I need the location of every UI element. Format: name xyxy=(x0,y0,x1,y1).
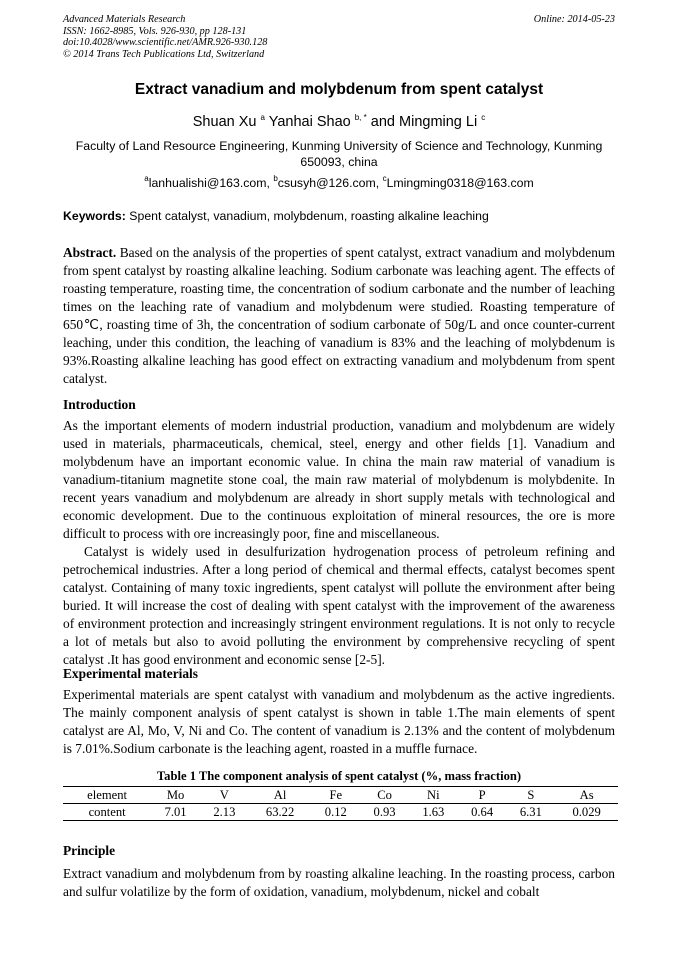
intro-paragraph-2: Catalyst is widely used in desulfurization hydrogenation process of petroleum refining and petrochemical industries. After a long period of chemical and thermal effects, catalyst becomes spent catalyst. Containing of many toxic ingredients, spent catalyst will pollute the environment after being buried. It will increase the cost of dealing with spent catalyst with the improvement of the awareness of environment protection and increasingly stringent environment regulations. It is not only to recycle a lot of metals but also to avoid polluting the environment by comprehensive recycling of spent catalyst .It has good environment and economic sense [2-5]. xyxy=(63,544,615,667)
email-sup: b xyxy=(273,174,278,183)
principle-paragraph: Extract vanadium and molybdenum from by roasting alkaline leaching. In the roasting process, carbon and sulfur volatilize by the form of oxidation, vanadium, molybdenum, nickel and cobalt xyxy=(63,866,615,899)
table-header-cell: As xyxy=(555,787,618,804)
doi-line: doi:10.4028/www.scientific.net/AMR.926-930.128 xyxy=(63,37,268,48)
table-header-cell: V xyxy=(200,787,249,804)
table-header-cell: S xyxy=(506,787,555,804)
paper-title: Extract vanadium and molybdenum from spent catalyst xyxy=(134,81,544,98)
running-header xyxy=(63,14,615,60)
table-row xyxy=(63,804,618,821)
table-cell: 6.31 xyxy=(506,804,555,821)
table-header-row xyxy=(63,787,618,804)
keywords-label: Keywords: xyxy=(63,209,126,223)
table-cell: 0.12 xyxy=(311,804,360,821)
author-name: Yanhai Shao xyxy=(268,114,351,130)
author-joiner: and xyxy=(370,114,395,130)
journal-name: Advanced Materials Research xyxy=(63,14,186,25)
table-cell: 1.63 xyxy=(409,804,458,821)
materials-paragraph: Experimental materials are spent catalyst with vanadium and molybdenum as the active ingredients. The mainly component analysis of spent catalyst is shown in table 1.The main elements of spent catalyst are Al, Mo, V, Ni and Co. The content of vanadium is 2.13% and the content of molybdenum is 7.01%.Sodium carbonate is the leaching agent, roasted in a muffle furnace. xyxy=(63,687,615,756)
table-cell: 0.93 xyxy=(360,804,409,821)
affiliation: Faculty of Land Resource Engineering, Kunming University of Science and Technology, Kunming 650093, china xyxy=(75,139,603,169)
author-sup: c xyxy=(481,113,486,122)
email-sup: a xyxy=(144,174,149,183)
table-cell: 63.22 xyxy=(249,804,312,821)
table-cell: 7.01 xyxy=(151,804,200,821)
copyright-line: © 2014 Trans Tech Publications Ltd, Switzerland xyxy=(63,48,265,60)
abstract xyxy=(63,244,615,388)
table-header-cell: element xyxy=(63,787,151,804)
author-name: Shuan Xu xyxy=(192,114,257,130)
table-header-cell: Mo xyxy=(151,787,200,804)
email-link[interactable]: csusyh@126.com xyxy=(277,176,376,190)
keywords-text: Spent catalyst, vanadium, molybdenum, roasting alkaline leaching xyxy=(129,209,489,223)
table-cell: 2.13 xyxy=(200,804,249,821)
intro-paragraph-1: As the important elements of modern industrial production, vanadium and molybdenum are widely used in materials, pharmaceuticals, chemical, steel, energy and other fields [1]. Vanadium and molybdenum have an important economic value. In china the main raw material of vanadium is vanadium-titanium magnetite stone coal, the main raw material of molybdenum is molybdenite. In recent years vanadium and molybdenum are already in short supply metals with technological and economic development. Due to the continuous exploitation of mineral resources, the ore is more difficult to process with ore increasingly poor, fine and miscellaneous. xyxy=(63,418,615,541)
email-link[interactable]: Lmingming0318@163.com xyxy=(386,176,534,190)
email-link[interactable]: lanhualishi@163.com xyxy=(148,176,267,190)
table-header-cell: Al xyxy=(249,787,312,804)
author-sup: b, * xyxy=(354,113,367,122)
section-heading-introduction: Introduction xyxy=(63,397,136,412)
email-sup: c xyxy=(382,174,387,183)
email-list: $^a$lanhualishi@163.com, $^b$csusyh@126.com, $^c$Lmingming0318@163.com xyxy=(144,174,534,190)
keywords xyxy=(63,209,615,223)
table-cell: 0.64 xyxy=(458,804,507,821)
table-header-cell: Co xyxy=(360,787,409,804)
author-list xyxy=(0,113,678,130)
table-header-cell: Fe xyxy=(311,787,360,804)
table-header-cell: P xyxy=(458,787,507,804)
table-header-cell: Ni xyxy=(409,787,458,804)
table-cell: 0.029 xyxy=(555,804,618,821)
issn-line: ISSN: 1662-8985, Vols. 926-930, pp 128-131 xyxy=(63,25,247,37)
table-caption: Table 1 The component analysis of spent catalyst (%, mass fraction) xyxy=(156,769,522,783)
abstract-text: Based on the analysis of the properties of spent catalyst, extract vanadium and molybdenum from spent catalyst by roasting alkaline leaching. Sodium carbonate was leaching agent. The effects of roasting temperature, roasting time, the concentration of sodium carbonate and the number of leaching times on the leaching rate of vanadium and molybdenum were studied. Roasting temperature of 650℃, roasting time of 3h, the concentration of sodium carbonate of 50g/L and once counter-current leaching, under this condition, the leaching of vanadium is 83% and the leaching of molybdenum is 93%.Roasting alkaline leaching has good effect on extracting vanadium and molybdenum from spent catalyst. xyxy=(63,245,615,386)
author-sup: a xyxy=(260,113,265,122)
author-name: Mingming Li xyxy=(399,114,478,130)
online-date: Online: 2014-05-23 xyxy=(533,14,615,25)
component-table xyxy=(63,786,618,821)
table-cell: content xyxy=(63,804,151,821)
section-heading-principle: Principle xyxy=(63,843,116,858)
abstract-label: Abstract. xyxy=(63,245,117,260)
section-heading-materials: Experimental materials xyxy=(63,666,198,681)
